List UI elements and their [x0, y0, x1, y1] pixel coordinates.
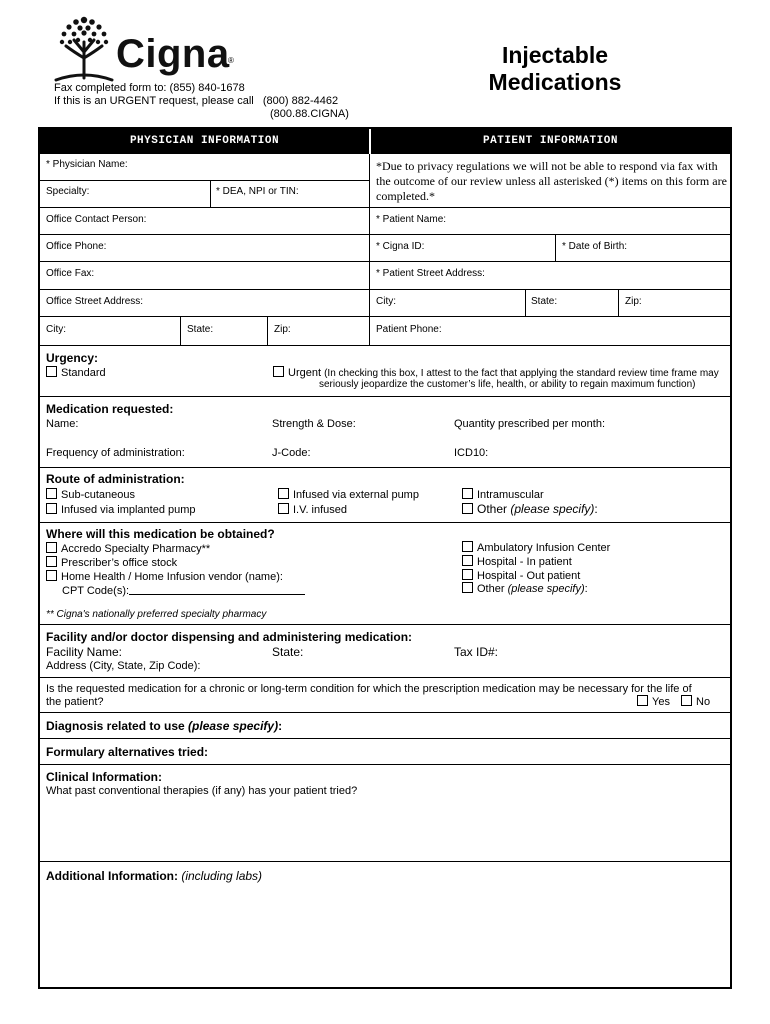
page-title	[460, 42, 650, 96]
fax-line: Fax completed form to: (855) 840-1678	[54, 82, 245, 94]
standard-checkbox[interactable]	[46, 366, 57, 377]
prescriber-stock-checkbox[interactable]	[46, 556, 57, 567]
no-checkbox[interactable]	[681, 695, 692, 706]
logo-wordmark: Cigna	[116, 32, 230, 76]
route-heading: Route of administration:	[46, 472, 185, 486]
urgent-checkbox[interactable]	[273, 366, 284, 377]
obtain-other-colon: :	[584, 583, 588, 595]
additional-info-field[interactable]	[46, 869, 262, 883]
intramuscular-label: Intramuscular	[477, 489, 544, 501]
frequency-field[interactable]: Frequency of administration:	[46, 447, 185, 459]
no-label: No	[696, 696, 711, 708]
jcode-field[interactable]: J-Code:	[272, 447, 311, 459]
iv-infused-label: I.V. infused	[293, 504, 348, 516]
chronic-yes-option[interactable]	[637, 695, 670, 708]
tax-id-field[interactable]: Tax ID#:	[454, 645, 499, 659]
physician-name-field[interactable]: * Physician Name:	[46, 159, 128, 170]
strength-dose-field[interactable]: Strength & Dose:	[272, 418, 356, 430]
additional-note: (including labs)	[181, 869, 263, 883]
facility-name-field[interactable]: Facility Name:	[46, 645, 123, 659]
office-phone-field[interactable]: Office Phone:	[46, 241, 107, 252]
inpatient-label: Hospital - In patient	[477, 556, 572, 568]
clinical-question-field[interactable]: What past conventional therapies (if any) has your patient tried?	[46, 785, 358, 797]
accredo-label: Accredo Specialty Pharmacy**	[61, 543, 211, 555]
medication-name-field[interactable]: Name:	[46, 418, 79, 430]
privacy-notice: *Due to privacy regulations we will not be able to respond via fax with the outcome of our review unless all asterisked (*) items on this form are completed.*	[376, 159, 727, 203]
obtain-home-health[interactable]	[46, 570, 283, 583]
route-other[interactable]	[462, 502, 598, 516]
route-iv-infused[interactable]	[278, 503, 347, 516]
urgent-note-1: (In checking this box, I attest to the fact that applying the standard review time frame may	[324, 368, 719, 379]
obtain-outpatient[interactable]	[462, 569, 580, 582]
route-external-pump[interactable]	[278, 488, 419, 501]
ambulatory-checkbox[interactable]	[462, 541, 473, 552]
obtain-other[interactable]	[462, 582, 588, 595]
obtain-accredo[interactable]	[46, 542, 210, 555]
cpt-codes-label: CPT Code(s):	[62, 585, 130, 597]
urgent-label: Urgent	[288, 367, 322, 379]
route-other-label: Other	[477, 502, 508, 516]
yes-label: Yes	[652, 696, 670, 708]
cpt-codes-line[interactable]	[129, 584, 305, 595]
external-pump-label: Infused via external pump	[293, 489, 419, 501]
prescriber-stock-label: Prescriber’s office stock	[61, 557, 178, 569]
intramuscular-checkbox[interactable]	[462, 488, 473, 499]
formulary-field[interactable]: Formulary alternatives tried:	[46, 745, 209, 759]
cigna-logo	[52, 12, 242, 84]
urgent-text: If this is an URGENT request, please call	[54, 95, 254, 107]
standard-label: Standard	[61, 367, 106, 379]
diagnosis-specify: (please specify)	[188, 719, 279, 733]
patient-state-field[interactable]: State:	[531, 296, 558, 307]
obtain-prescriber[interactable]	[46, 556, 177, 569]
urgent-line	[54, 95, 349, 108]
iv-infused-checkbox[interactable]	[278, 503, 289, 514]
title-line-2: Medications	[488, 69, 622, 95]
physician-city-field[interactable]: City:	[46, 324, 66, 335]
fax-instructions	[54, 82, 349, 121]
implanted-pump-checkbox[interactable]	[46, 503, 57, 514]
dea-npi-tin-field[interactable]: * DEA, NPI or TIN:	[216, 186, 299, 197]
patient-info-header: PATIENT INFORMATION	[371, 129, 730, 154]
subcutaneous-label: Sub-cutaneous	[61, 489, 135, 501]
external-pump-checkbox[interactable]	[278, 488, 289, 499]
obtain-heading: Where will this medication be obtained?	[46, 527, 275, 541]
date-of-birth-field[interactable]: * Date of Birth:	[562, 241, 628, 252]
footnote: ** Cigna's nationally preferred specialty pharmacy	[46, 609, 267, 620]
route-subcutaneous[interactable]	[46, 488, 135, 501]
physician-state-field[interactable]: State:	[187, 324, 214, 335]
route-other-specify: (please specify)	[510, 502, 595, 516]
route-intramuscular[interactable]	[462, 488, 544, 501]
clinical-heading: Clinical Information:	[46, 770, 163, 784]
patient-name-field[interactable]: * Patient Name:	[376, 214, 447, 225]
office-fax-field[interactable]: Office Fax:	[46, 268, 95, 279]
medication-heading: Medication requested:	[46, 402, 174, 416]
additional-heading: Additional Information:	[46, 869, 178, 883]
specialty-field[interactable]: Specialty:	[46, 186, 90, 197]
inpatient-checkbox[interactable]	[462, 555, 473, 566]
obtain-other-label: Other	[477, 583, 505, 595]
registered-mark: ®	[228, 56, 234, 65]
title-line-1: Injectable	[501, 42, 609, 68]
standard-option[interactable]	[46, 366, 106, 379]
diagnosis-colon: :	[278, 719, 283, 733]
facility-address-field[interactable]: Address (City, State, Zip Code):	[46, 660, 201, 672]
patient-street-field[interactable]: * Patient Street Address:	[376, 268, 485, 279]
route-other-colon: :	[594, 502, 598, 516]
obtain-other-specify: (please specify)	[507, 583, 585, 595]
icd10-field[interactable]: ICD10:	[454, 447, 489, 459]
facility-state-field[interactable]: State:	[272, 645, 304, 659]
diagnosis-field[interactable]	[46, 719, 282, 733]
patient-phone-field[interactable]: Patient Phone:	[376, 324, 442, 335]
cpt-codes-field[interactable]	[62, 584, 305, 597]
physician-info-header: PHYSICIAN INFORMATION	[40, 129, 369, 154]
obtain-inpatient[interactable]	[462, 555, 572, 568]
chronic-question-line-2: the patient?	[46, 696, 104, 708]
home-health-label: Home Health / Home Infusion vendor (name):	[61, 571, 283, 583]
obtain-ambulatory[interactable]	[462, 541, 610, 554]
chronic-question-line-1: Is the requested medication for a chronic or long-term condition for which the prescription medication may be necessary for the life of	[46, 683, 692, 695]
quantity-field[interactable]: Quantity prescribed per month:	[454, 418, 606, 430]
cigna-id-field[interactable]: * Cigna ID:	[376, 241, 425, 252]
accredo-checkbox[interactable]	[46, 542, 57, 553]
office-contact-field[interactable]: Office Contact Person:	[46, 214, 147, 225]
physician-zip-field[interactable]: Zip:	[274, 324, 291, 335]
urgent-option[interactable]	[273, 366, 719, 379]
implanted-pump-label: Infused via implanted pump	[61, 504, 196, 516]
route-other-checkbox[interactable]	[462, 503, 473, 514]
urgent-phone: (800) 882-4462	[262, 95, 339, 107]
tree-of-life-icon	[52, 12, 116, 84]
chronic-no-option[interactable]	[681, 695, 710, 708]
facility-heading: Facility and/or doctor dispensing and administering medication:	[46, 630, 413, 644]
route-implanted-pump[interactable]	[46, 503, 196, 516]
home-health-checkbox[interactable]	[46, 570, 57, 581]
obtain-other-checkbox[interactable]	[462, 582, 473, 593]
subcutaneous-checkbox[interactable]	[46, 488, 57, 499]
outpatient-checkbox[interactable]	[462, 569, 473, 580]
diagnosis-heading: Diagnosis related to use	[46, 719, 185, 733]
patient-city-field[interactable]: City:	[376, 296, 396, 307]
urgent-note-2: seriously jeopardize the customer’s life, health, or ability to regain maximum function)	[319, 379, 696, 390]
outpatient-label: Hospital - Out patient	[477, 570, 581, 582]
urgency-heading: Urgency:	[46, 351, 99, 365]
injectable-medications-form	[38, 127, 732, 989]
ambulatory-label: Ambulatory Infusion Center	[477, 542, 611, 554]
urgent-phone-alt: (800.88.CIGNA)	[270, 108, 349, 120]
patient-zip-field[interactable]: Zip:	[625, 296, 642, 307]
office-street-field[interactable]: Office Street Address:	[46, 296, 144, 307]
yes-checkbox[interactable]	[637, 695, 648, 706]
